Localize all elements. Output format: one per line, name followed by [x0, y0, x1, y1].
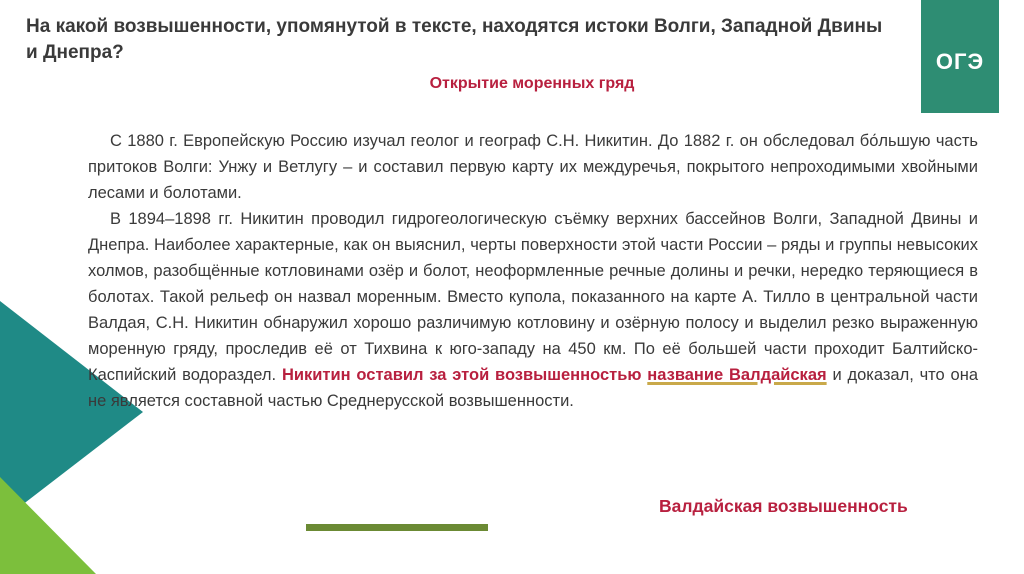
oge-badge-label: ОГЭ — [935, 49, 985, 74]
oge-badge — [921, 0, 999, 113]
paragraph-2 — [88, 206, 978, 414]
paragraph-1: С 1880 г. Европейскую Россию изучал геолог и географ С.Н. Никитин. До 1882 г. он обследовал бо́льшую часть притоков Волги: Унжу и Ветлугу – и составил первую карту их междуречья, покрытого непроходимыми хвойными лесами и болотами. — [88, 132, 978, 202]
decorative-bar — [306, 524, 488, 531]
highlight-phrase-2: название Валдайская — [647, 366, 827, 384]
highlight-phrase-1: Никитин оставил за этой возвышенностью — [281, 366, 642, 384]
paragraph-2-ending: и доказал, что она не является составной частью Среднерусской возвышенности. — [88, 366, 978, 410]
question-heading: На какой возвышенности, упомянутой в тексте, находятся истоки Волги, Западной Двины и Днепра? — [26, 16, 883, 63]
paragraph-2-text: В 1894–1898 гг. Никитин проводил гидрогеологическую съёмку верхних бассейнов Волги, Западной Двины и Днепра. Наиболее характерные, как он выяснил, черты поверхности этой части России – ряды и группы невысоких холмов, разобщённые котловинами озёр и болот, неоформленные речные долины и речки, нередко теряющиеся в болотах. Такой рельеф он назвал моренным. Вместо купола, показанного на карте А. Тилло в центральной части Валдая, С.Н. Никитин обнаружил хорошо различимую котловину и озёрную полосу и выделил резко выраженную моренную гряду, проследив её от Тихвина к юго-западу на 450 км. По её большей части проходит Балтийско-Каспийский водораздел. — [88, 210, 978, 384]
answer-text: Валдайская возвышенность — [659, 496, 908, 516]
text-subtitle: Открытие моренных гряд — [429, 75, 635, 92]
text-body — [88, 128, 978, 414]
